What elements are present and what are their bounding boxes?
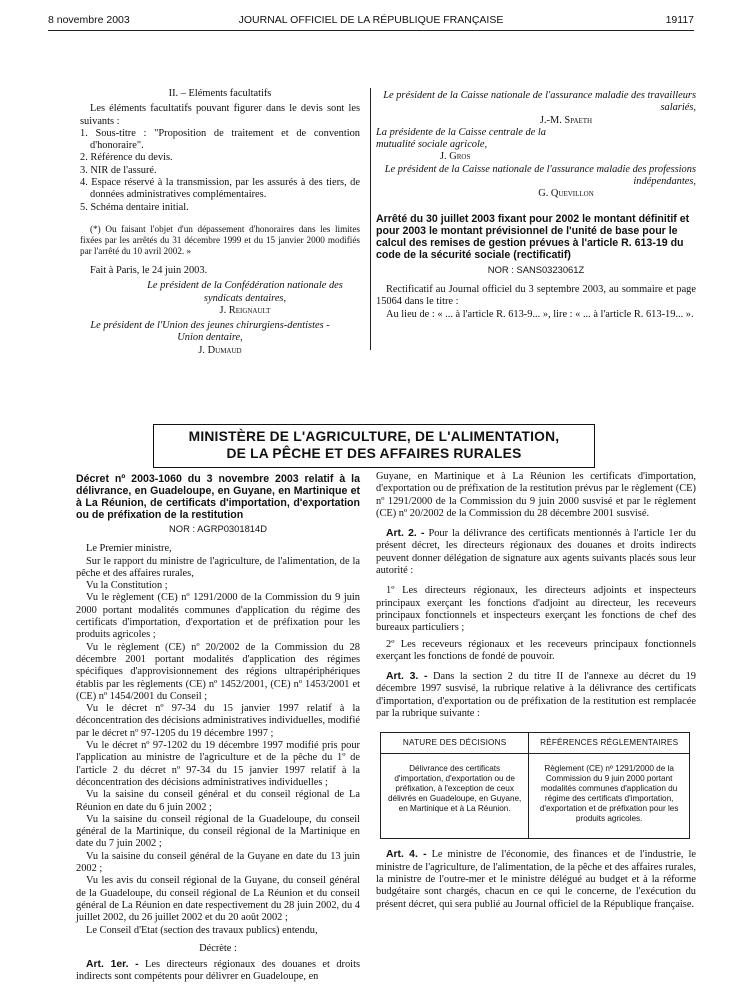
article-2-item-1: 1º Les directeurs régionaux, les directeurs adjoints et inspecteurs principaux exerçant les fonctions d'adjoint au directeur, les receveurs principaux fonctionnels et inspecteurs exerçant les fonctions de chef des bureaux particuliers ; [376,585,696,634]
decree-para: Le Premier ministre, [86,543,172,555]
list-item: 1. Sous-titre : "Proposition de traitement et de convention d'honoraire". [80,127,360,152]
decree-para: Vu la Constitution ; [86,580,168,592]
decree-title: Décret nº 2003-1060 du 3 novembre 2003 relatif à la délivrance, en Guadeloupe, en Guyane, en Martinique et à La Réunion, de certificats d'importation, d'exportation ou de préfixation de la restitution [76,473,360,521]
decree-para: Vu le décret nº 97-1202 du 19 décembre 1997 modifié pris pour l'application au ministre de l'agriculture et de la pêche du 1º de l'article 2 du décret nº 97-34 du 15 janvier 1997 relatif à la déconcentration des décisions administratives individuelles ; [76,740,360,788]
decree-para: Vu les avis du conseil régional de la Guyane, du conseil général de la Guadeloupe, du conseil régional de La Réunion et du conseil général de La Réunion en date respectivement du 28 juin 2002, du 4 juillet 2002, du 26 juillet 2002 et du 20 août 2002 ; [76,875,360,924]
decree-para: Vu le règlement (CE) nº 20/2002 de la Commission du 28 décembre 2001 portant modalités d'application des régimes spécifiques d'approvisionnement des régions ultrapériphériques établis par les règlements (CE) nº 1452/2001, (CE) nº 1453/2001 et (CE) nº 1454/2001 du Conseil ; [76,641,360,702]
list-item: 2. Référence du devis. [80,152,173,164]
table-header-row [381,733,690,754]
signatory-name: J. Reignault [219,304,271,316]
decree-para: Le Conseil d'Etat (section des travaux publics) entendu, [86,924,318,936]
article-2-text: Pour la délivrance des certificats mentionnés à l'article 1er du présent décret, les directeurs régionaux des douanes et droits indirects peuvent donner délégation de signature aux agents suivants placés sous leur autorité : [376,528,696,577]
article-1-label: Art. 1er. - [86,959,139,971]
header-page-number: 19117 [665,14,694,26]
signatory-name: G. Quevillon [538,188,594,200]
decree-left-column [76,473,360,984]
header-rule [48,30,694,31]
decree-nor: NOR : AGRP0301814D [169,523,267,534]
decree-para: Vu la saisine du conseil général de la Guyane en date du 13 juin 2002 ; [76,850,360,875]
table-cell: Délivrance des certificats d'importation, d'exportation ou de préfixation, à l'exception de ceux délivrés en Guadeloupe, en Guyane, en Martinique et à La Réunion. [381,754,529,839]
article-4-text: Le ministre de l'économie, des finances et de l'industrie, le ministre de l'agriculture, de l'alimentation, de la pêche et des affaires rurales, la ministre de l'outre-mer et le ministre délégué au budget et à la réforme budgétaire sont chargés, chacun en ce qui le concerne, de l'exécution du présent décret, qui sera publié au Journal officiel de la République française. [376,849,697,910]
article-3 [376,671,696,720]
arrete-title: Arrêté du 30 juillet 2003 fixant pour 2002 le montant définitif et pour 2003 le montant prévisionnel de l'unité de base pour le calcul des remises de gestion prévues à l'article R. 613-19 du code de la sécurité sociale (rectificatif) [376,212,690,261]
optional-items-list [80,128,360,214]
footnote: (*) Ou faisant l'objet d'un dépassement d'honoraires dans les limites fixées par les arrêtés du 31 décembre 1999 et du 15 janvier 2000 modifiés par l'arrêté du 10 avril 2002. » [80,223,360,256]
signatory-title: Le président de l'Union des jeunes chirurgiens-dentistes - Union dentaire, [90,320,330,344]
left-top-column [80,88,360,357]
decree-para: Sur le rapport du ministre de l'agriculture, de l'alimentation, de la pêche et des affaires rurales, [76,555,360,579]
table-header-cell: RÉFÉRENCES RÉGLEMENTAIRES [529,733,690,754]
article-3-label: Art. 3. - [386,671,428,683]
intro-text: Les éléments facultatifs pouvant figurer dans le devis sont les suivants : [80,103,360,127]
decree-para: Vu la saisine du conseil régional de la Guadeloupe, du conseil général de la Martinique, du conseil régional de la Martinique en date du 7 juin 2002 ; [76,813,360,850]
signatory-title: Le président de la Caisse nationale de l'assurance maladie des travailleurs salariés, [383,90,696,114]
fait-a-paris: Fait à Paris, le 24 juin 2003. [90,264,208,276]
article-3-text: Dans la section 2 du titre II de l'annexe au décret du 19 décembre 1997 susvisé, la rubrique relative à la délivrance des certificats d'importation, d'exportation ou de préfixation de la restitution est remplacée par la rubrique suivante : [376,671,696,720]
list-item: 4. Espace réservé à la transmission, par les assurés à des tiers, de données administratives complémentaires. [80,177,360,201]
article-2-item-2: 2º Les receveurs régionaux et les receveurs principaux fonctionnels exerçant les fonctions de fondé de pouvoir. [376,638,696,662]
signatory-name: J. Dumaud [198,344,242,356]
list-item: 3. NIR de l'assuré. [80,164,157,176]
decisions-table-wrapper [380,732,690,839]
signatory-title: Le président de la Confédération nationale des syndicats dentaires, [147,280,343,304]
article-4-label: Art. 4. - [386,849,427,861]
decree-para: Vu la saisine du conseil général et du conseil régional de La Réunion en date du 6 juin 2002 ; [76,789,360,813]
signatory-title: La présidente de la Caisse centrale de la mutualité sociale agricole, [376,126,546,151]
rectificatif-correction: Au lieu de : « ... à l'article R. 613-9... », lire : « ... à l'article R. 613-19... ». [386,308,694,320]
table-header-cell: NATURE DES DÉCISIONS [381,733,529,754]
decree-right-column [376,471,696,911]
ministry-line-1: MINISTÈRE DE L'AGRICULTURE, DE L'ALIMENTATION, [188,429,560,444]
article-4 [376,849,696,910]
table-cell: Règlement (CE) nº 1291/2000 de la Commission du 9 juin 2000 portant modalités communes d'application du régime des certificats d'importation, d'exportation et de préfixation pour les produits agricoles. [529,754,690,839]
section-title: II. – Eléments facultatifs [168,88,272,99]
signatory-title: Le président de la Caisse nationale de l'assurance maladie des professions indépendantes, [384,163,696,188]
signatory-name: J. Gros [440,151,471,163]
ministry-line-2: DE LA PÊCHE ET DES AFFAIRES RURALES [226,446,522,461]
article-1-continued: Guyane, en Martinique et à La Réunion les certificats d'importation, d'exportation ou de préfixation de la restitution prévus par le règlement (CE) nº 1291/2000 de la Commission du 9 juin 2000 susvisé et par le règlement (CE) nº 20/2002 de la Commission du 28 décembre 2001 susvisé. [376,471,696,519]
table-row [381,754,690,839]
decree-para: Vu le règlement (CE) nº 1291/2000 de la Commission du 9 juin 2000 portant modalités communes d'application du régime des certificats d'importation, d'exportation et de préfixation pour les produits agricoles ; [76,592,360,641]
page-header [48,14,694,28]
decrete: Décrète : [199,942,237,954]
signatory-name: J.-M. Spaeth [539,114,593,126]
article-2 [376,528,696,577]
rectificatif-text: Rectificatif au Journal officiel du 3 septembre 2003, au sommaire et page 15064 dans le titre : [376,283,696,308]
right-top-column [376,90,696,321]
list-item: 5. Schéma dentaire initial. [80,201,189,213]
arrete-nor: NOR : SANS0323061Z [487,263,585,275]
decree-para: Vu le décret nº 97-34 du 15 janvier 1997 relatif à la déconcentration des décisions administratives individuelles, modifié par le décret nº 97-1205 du 19 décembre 1997 ; [76,703,360,739]
article-1 [76,959,360,984]
article-2-label: Art. 2. - [386,528,425,540]
header-journal-title: JOURNAL OFFICIEL DE LA RÉPUBLIQUE FRANÇAISE [238,14,504,26]
header-date: 8 novembre 2003 [48,14,130,26]
column-divider [370,88,371,350]
ministry-banner [153,424,595,468]
decisions-table [380,732,690,839]
article-1-text: Les directeurs régionaux des douanes et droits indirects sont compétents pour délivrer en Guadeloupe, en [76,959,360,983]
